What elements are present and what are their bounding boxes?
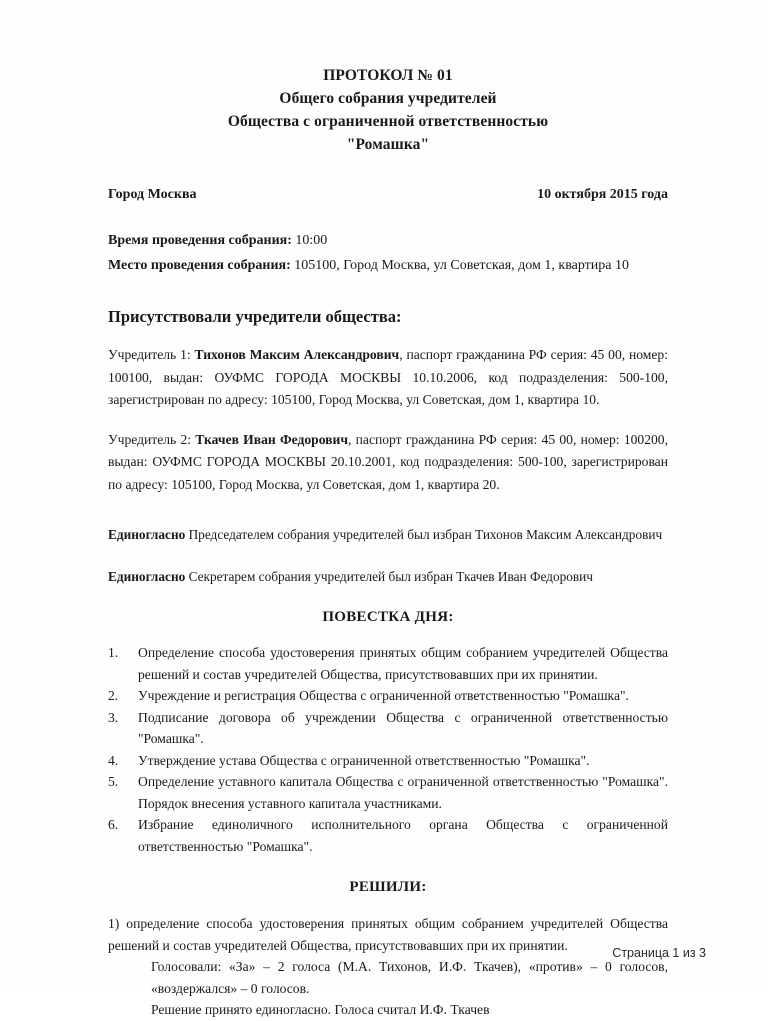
unanimous-secretary-line: [108, 566, 668, 587]
agenda-heading: ПОВЕСТКА ДНЯ:: [322, 609, 454, 625]
founder-name-1: Тихонов Максим Александрович: [194, 347, 400, 362]
agenda-item: [108, 814, 668, 857]
unanimous-chairman-text: Председателем собрания учредителей был избран Тихонов Максим Александрович: [185, 527, 663, 542]
unanimous-chairman-line: [108, 524, 668, 545]
city-date-row: [108, 187, 668, 203]
title-line-protocol: ПРОТОКОЛ № 01: [323, 67, 453, 84]
founder-details-1: , паспорт гражданина РФ серия: 45 00, номер: 100100, выдан: ОУФМС ГОРОДА МОСКВЫ 10.10.2006, код подразделения: 500-100, зарегистрирован по адресу: 105100, Город Москва, ул Советская, дом 1, квартира 10.: [108, 347, 668, 407]
founder-name-2: Ткачев Иван Федорович: [195, 431, 349, 447]
resolution-body: 1) определение способа удостоверения принятых общим собранием учредителей Общества решений и состав учредителей Общества, присутствовавших при их принятии.: [108, 916, 668, 953]
founder-details-2: , паспорт гражданина РФ серия: 45 00, номер: 100200, выдан: ОУФМС ГОРОДА МОСКВЫ 20.10.2001, код подразделения: 500-100, зарегистрирован по адресу: 105100, Город Москва, ул Советская, дом 1, квартира 20.: [108, 431, 668, 492]
city-label: Город Москва: [108, 187, 197, 202]
agenda-item-text: Подписание договора об учреждении Общества с ограниченной ответственностью "Ромашка".: [138, 709, 668, 746]
agenda-item: [108, 750, 668, 772]
founder-prefix-2: Учредитель 2:: [108, 431, 196, 447]
meta-row-place: [108, 254, 668, 277]
unanimous-secretary-text: Секретарем собрания учредителей был избран Ткачев Иван Федорович: [185, 569, 593, 584]
agenda-item-number: 1.: [108, 645, 119, 660]
agenda-item: [108, 642, 668, 685]
agenda-list: [108, 642, 668, 857]
agenda-item-text: Учреждение и регистрация Общества с ограниченной ответственностью "Ромашка".: [138, 688, 629, 703]
resolution-outcome: Решение принято единогласно. Голоса считал И.Ф. Ткачев: [151, 1002, 490, 1017]
agenda-item-number: 6.: [108, 817, 119, 832]
agenda-item: [108, 707, 668, 750]
agenda-item-number: 2.: [108, 688, 119, 703]
title-line-company-type: Общества с ограниченной ответственностью: [227, 113, 549, 130]
agenda-item-text: Избрание единоличного исполнительного органа Общества с ограниченной ответственностью "Ромашка".: [138, 817, 668, 854]
agenda-item: [108, 771, 668, 814]
document-content: [108, 64, 668, 1021]
resolved-heading: РЕШИЛИ:: [349, 879, 427, 895]
document-title-block: [108, 64, 668, 156]
founder-paragraph-1: [108, 344, 668, 412]
meta-label-time: Время проведения собрания:: [108, 233, 292, 248]
agenda-item-number: 4.: [108, 752, 119, 768]
attendees-heading: Присутствовали учредители общества:: [108, 307, 402, 326]
agenda-item-number: 5.: [108, 774, 119, 789]
page-footer: Страница 1 из 3: [612, 946, 706, 960]
meeting-meta: [108, 229, 668, 277]
title-line-company-name: "Ромашка": [346, 136, 430, 153]
resolution-vote: Голосовали: «За» – 2 голоса (М.А. Тихонов, И.Ф. Ткачев), «против» – 0 голосов, «воздержался» – 0 голосов.: [151, 959, 668, 996]
unanimous-chairman-bold: Единогласно: [108, 527, 186, 542]
founder-prefix-1: Учредитель 1:: [108, 347, 195, 362]
meta-value-time: 10:00: [295, 233, 328, 248]
meta-value-place: 105100, Город Москва, ул Советская, дом 1, квартира 10: [294, 258, 629, 273]
title-line-meeting: Общего собрания учредителей: [279, 90, 497, 107]
unanimous-secretary-bold: Единогласно: [108, 569, 186, 584]
agenda-item-number: 3.: [108, 709, 119, 725]
founder-paragraph-2: [108, 429, 668, 497]
agenda-item-text: Определение уставного капитала Общества с ограниченной ответственностью "Ромашка". Порядок внесения уставного капитала участниками.: [138, 774, 668, 811]
agenda-item-text: Утверждение устава Общества с ограниченной ответственностью "Ромашка".: [138, 752, 590, 768]
resolutions-list: [108, 913, 668, 1021]
date-label: 10 октября 2015 года: [537, 187, 668, 202]
meta-label-place: Место проведения собрания:: [108, 258, 291, 273]
meta-row-time: [108, 229, 668, 252]
agenda-item-text: Определение способа удостоверения принятых общим собранием учредителей Общества решений и состав учредителей Общества, присутствовавших при их принятии.: [138, 645, 668, 682]
agenda-item: [108, 685, 668, 707]
